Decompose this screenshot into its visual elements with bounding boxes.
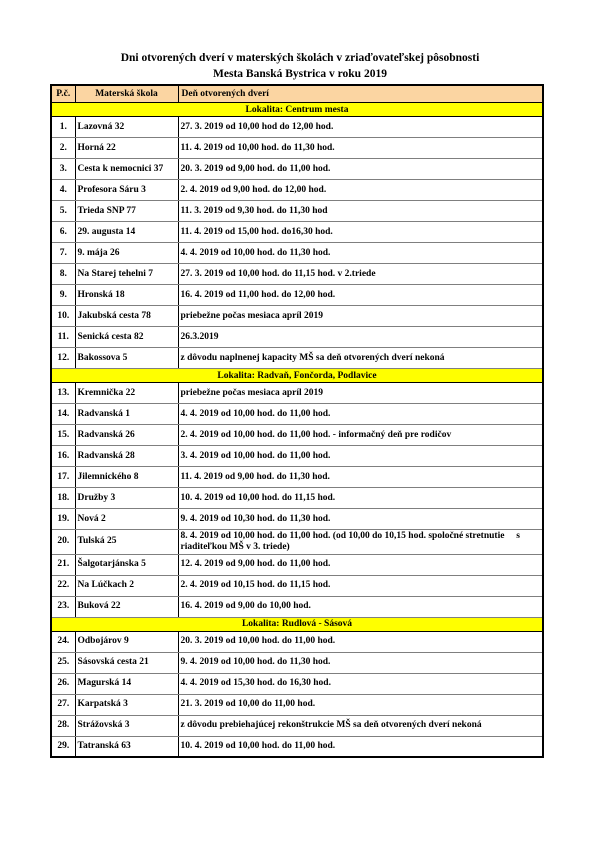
open-day-cell: 27. 3. 2019 od 10,00 hod do 12,00 hod.: [178, 117, 543, 138]
school-name-cell: Profesora Sáru 3: [75, 180, 178, 201]
open-day-cell: 26.3.2019: [178, 327, 543, 348]
school-name-cell: Radvanská 26: [75, 425, 178, 446]
table-header-row: [51, 85, 543, 103]
open-day-cell: 12. 4. 2019 od 9,00 hod. do 11,00 hod.: [178, 554, 543, 575]
school-name-cell: Družby 3: [75, 488, 178, 509]
table-row: [51, 596, 543, 617]
table-row: [51, 383, 543, 404]
section-label: Lokalita: Rudlová - Sásová: [51, 617, 543, 631]
open-day-line-2: riaditeľkou MŠ v 3. triede): [180, 541, 290, 552]
school-name-cell: Jilemnického 8: [75, 467, 178, 488]
table-row: [51, 446, 543, 467]
table-row: [51, 243, 543, 264]
row-number-cell: 6.: [51, 222, 75, 243]
table-row: [51, 575, 543, 596]
table-row: [51, 509, 543, 530]
table-row: [51, 117, 543, 138]
section-divider-row: [51, 617, 543, 631]
open-day-cell: 10. 4. 2019 od 10,00 hod. do 11,15 hod.: [178, 488, 543, 509]
row-number-cell: 7.: [51, 243, 75, 264]
open-day-cell: 2. 4. 2019 od 10,15 hod. do 11,15 hod.: [178, 575, 543, 596]
column-header-school: Materská škola: [75, 85, 178, 103]
open-day-cell: 21. 3. 2019 od 10,00 do 11,00 hod.: [178, 694, 543, 715]
section-label: Lokalita: Centrum mesta: [51, 103, 543, 117]
table-row: [51, 631, 543, 652]
school-name-cell: Šalgotarjánska 5: [75, 554, 178, 575]
school-name-cell: Hronská 18: [75, 285, 178, 306]
row-number-cell: 20.: [51, 530, 75, 555]
school-name-cell: Nová 2: [75, 509, 178, 530]
row-number-cell: 1.: [51, 117, 75, 138]
school-name-cell: Sásovská cesta 21: [75, 652, 178, 673]
open-day-cell: 2. 4. 2019 od 9,00 hod. do 12,00 hod.: [178, 180, 543, 201]
row-number-cell: 11.: [51, 327, 75, 348]
open-day-cell: 11. 4. 2019 od 9,00 hod. do 11,30 hod.: [178, 467, 543, 488]
school-name-cell: Lazovná 32: [75, 117, 178, 138]
row-number-cell: 10.: [51, 306, 75, 327]
table-row: [51, 425, 543, 446]
row-number-cell: 18.: [51, 488, 75, 509]
row-number-cell: 26.: [51, 673, 75, 694]
table-row: [51, 327, 543, 348]
section-divider-row: [51, 103, 543, 117]
school-name-cell: Radvanská 1: [75, 404, 178, 425]
table-row: [51, 694, 543, 715]
row-number-cell: 21.: [51, 554, 75, 575]
open-day-cell: priebežne počas mesiaca apríl 2019: [178, 383, 543, 404]
section-label: Lokalita: Radvaň, Fončorda, Podlavice: [51, 369, 543, 383]
row-number-cell: 3.: [51, 159, 75, 180]
open-day-cell: 11. 4. 2019 od 10,00 hod. do 11,30 hod.: [178, 138, 543, 159]
school-name-cell: 29. augusta 14: [75, 222, 178, 243]
school-name-cell: Strážovská 3: [75, 715, 178, 736]
table-row: [51, 180, 543, 201]
table-row: [51, 652, 543, 673]
school-name-cell: Tatranská 63: [75, 736, 178, 757]
table-row: [51, 264, 543, 285]
school-name-cell: Magurská 14: [75, 673, 178, 694]
school-name-cell: Bakossova 5: [75, 348, 178, 369]
open-day-cell: 9. 4. 2019 od 10,00 hod. do 11,30 hod.: [178, 652, 543, 673]
row-number-cell: 14.: [51, 404, 75, 425]
open-day-cell: 20. 3. 2019 od 9,00 hod. do 11,00 hod.: [178, 159, 543, 180]
row-number-cell: 9.: [51, 285, 75, 306]
column-header-number: P.č.: [51, 85, 75, 103]
open-day-cell: 16. 4. 2019 od 9,00 do 10,00 hod.: [178, 596, 543, 617]
school-name-cell: Cesta k nemocnici 37: [75, 159, 178, 180]
open-day-line-1: 8. 4. 2019 od 10,00 hod. do 11,00 hod. (od 10,00 do 10,15 hod. spoločné stretnutie s: [180, 531, 521, 541]
table-row: [51, 138, 543, 159]
school-name-cell: Tulská 25: [75, 530, 178, 555]
page-title: [0, 50, 600, 82]
column-header-open-day: Deň otvorených dverí: [178, 85, 543, 103]
open-day-cell: 11. 3. 2019 od 9,30 hod. do 11,30 hod: [178, 201, 543, 222]
open-day-cell: 16. 4. 2019 od 11,00 hod. do 12,00 hod.: [178, 285, 543, 306]
table-row: [51, 222, 543, 243]
table-row: [51, 348, 543, 369]
row-number-cell: 4.: [51, 180, 75, 201]
school-name-cell: Trieda SNP 77: [75, 201, 178, 222]
table-row: [51, 285, 543, 306]
title-line-1: Dni otvorených dverí v materských školách v zriaďovateľskej pôsobnosti: [120, 52, 480, 64]
row-number-cell: 22.: [51, 575, 75, 596]
school-name-cell: Buková 22: [75, 596, 178, 617]
row-number-cell: 16.: [51, 446, 75, 467]
school-name-cell: Senická cesta 82: [75, 327, 178, 348]
table-row: [51, 554, 543, 575]
row-number-cell: 15.: [51, 425, 75, 446]
open-days-table: [50, 84, 544, 758]
open-day-cell: 10. 4. 2019 od 10,00 hod. do 11,00 hod.: [178, 736, 543, 757]
row-number-cell: 27.: [51, 694, 75, 715]
row-number-cell: 29.: [51, 736, 75, 757]
row-number-cell: 17.: [51, 467, 75, 488]
open-day-cell: 4. 4. 2019 od 10,00 hod. do 11,30 hod.: [178, 243, 543, 264]
open-day-cell: 4. 4. 2019 od 10,00 hod. do 11,00 hod.: [178, 404, 543, 425]
table-row: [51, 306, 543, 327]
table-row: [51, 736, 543, 757]
table-row: [51, 404, 543, 425]
table-row: [51, 715, 543, 736]
school-name-cell: Kremnička 22: [75, 383, 178, 404]
table-row: [51, 201, 543, 222]
row-number-cell: 13.: [51, 383, 75, 404]
school-name-cell: Radvanská 28: [75, 446, 178, 467]
school-name-cell: Odbojárov 9: [75, 631, 178, 652]
open-day-cell: 4. 4. 2019 od 15,30 hod. do 16,30 hod.: [178, 673, 543, 694]
open-day-cell: z dôvodu naplnenej kapacity MŠ sa deň otvorených dverí nekoná: [178, 348, 543, 369]
school-name-cell: Jakubská cesta 78: [75, 306, 178, 327]
row-number-cell: 24.: [51, 631, 75, 652]
school-name-cell: Na Lúčkach 2: [75, 575, 178, 596]
table-row: [51, 159, 543, 180]
title-line-2: Mesta Banská Bystrica v roku 2019: [213, 68, 387, 81]
table-row: [51, 488, 543, 509]
school-name-cell: Na Starej tehelni 7: [75, 264, 178, 285]
open-day-cell: 9. 4. 2019 od 10,30 hod. do 11,30 hod.: [178, 509, 543, 530]
row-number-cell: 8.: [51, 264, 75, 285]
row-number-cell: 23.: [51, 596, 75, 617]
table-row: [51, 467, 543, 488]
school-name-cell: 9. mája 26: [75, 243, 178, 264]
open-day-cell: 27. 3. 2019 od 10,00 hod. do 11,15 hod. v 2.triede: [178, 264, 543, 285]
row-number-cell: 28.: [51, 715, 75, 736]
row-number-cell: 25.: [51, 652, 75, 673]
row-number-cell: 5.: [51, 201, 75, 222]
school-name-cell: Karpatská 3: [75, 694, 178, 715]
section-divider-row: [51, 369, 543, 383]
row-number-cell: 12.: [51, 348, 75, 369]
open-day-cell: 11. 4. 2019 od 15,00 hod. do16,30 hod.: [178, 222, 543, 243]
open-day-cell: [178, 530, 543, 555]
row-number-cell: 2.: [51, 138, 75, 159]
open-day-cell: z dôvodu prebiehajúcej rekonštrukcie MŠ sa deň otvorených dverí nekoná: [178, 715, 543, 736]
table-row: [51, 673, 543, 694]
school-name-cell: Horná 22: [75, 138, 178, 159]
open-day-cell: 20. 3. 2019 od 10,00 hod. do 11,00 hod.: [178, 631, 543, 652]
open-day-cell: priebežne počas mesiaca apríl 2019: [178, 306, 543, 327]
open-day-cell: 2. 4. 2019 od 10,00 hod. do 11,00 hod. - informačný deň pre rodičov: [178, 425, 543, 446]
row-number-cell: 19.: [51, 509, 75, 530]
open-day-cell: 3. 4. 2019 od 10,00 hod. do 11,00 hod.: [178, 446, 543, 467]
table-row: [51, 530, 543, 555]
